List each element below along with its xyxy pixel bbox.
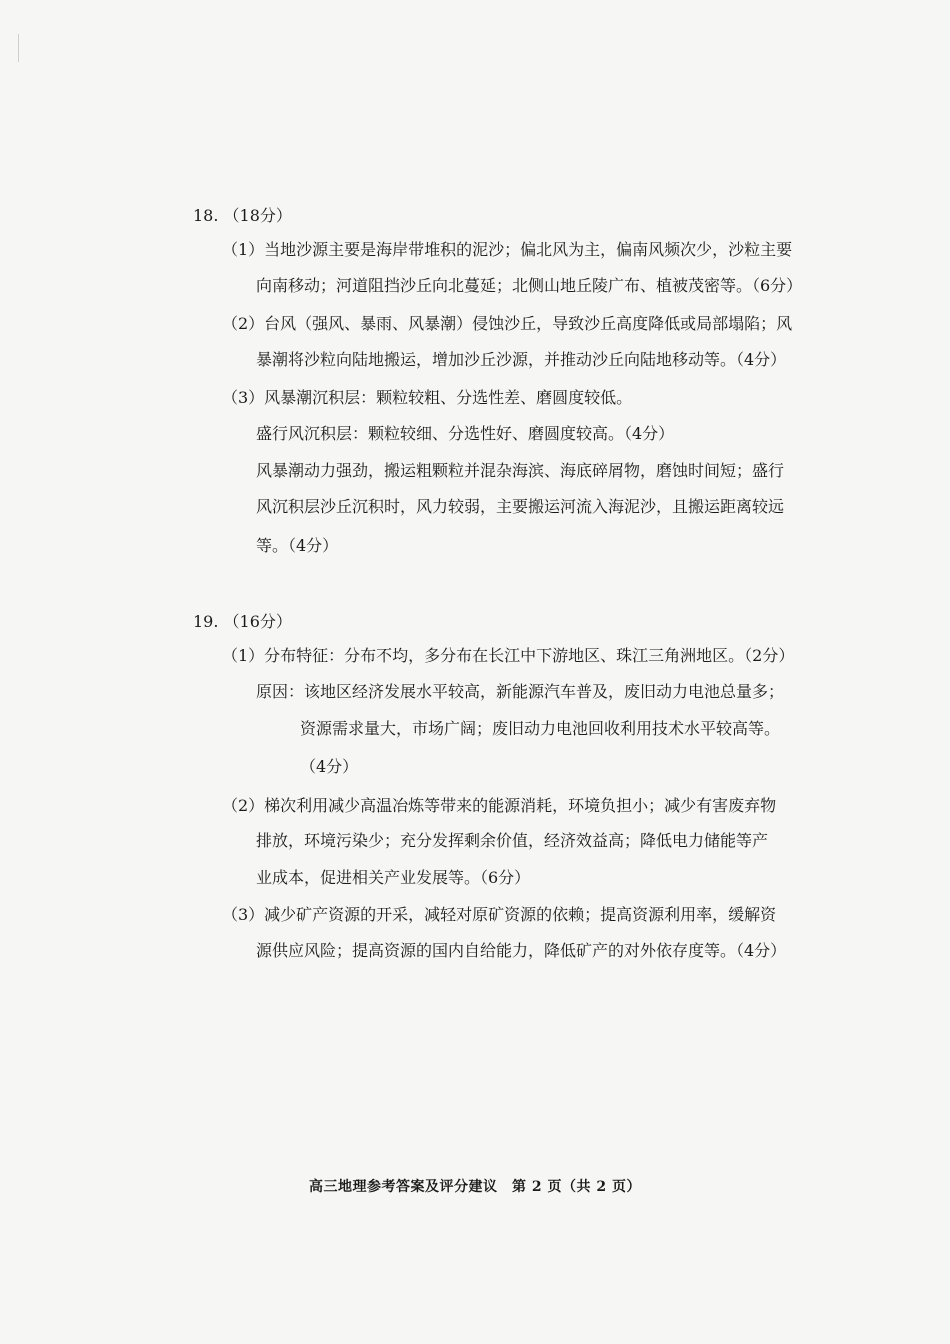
q19-part1-line4: （4分）: [300, 757, 359, 776]
q18-part3-line4: 风沉积层沙丘沉积时，风力较弱，主要搬运河流入海泥沙，且搬运距离较远: [256, 497, 785, 516]
q18-part3-line3: 风暴潮动力强劲，搬运粗颗粒并混杂海滨、海底碎屑物，磨蚀时间短；盛行: [256, 461, 785, 480]
q19-part3-line2: 源供应风险；提高资源的国内自给能力，降低矿产的对外依存度等。（4分）: [256, 941, 787, 960]
q19-part1-line3: 资源需求量大，市场广阔；废旧动力电池回收利用技术水平较高等。: [300, 719, 781, 738]
q19-part2-line2: 排放，环境污染少；充分发挥剩余价值，经济效益高；降低电力储能等产: [256, 831, 769, 850]
q19-part1-line1: （1）分布特征：分布不均，多分布在长江中下游地区、珠江三角洲地区。（2分）: [222, 646, 795, 665]
q18-part3-line2: 盛行风沉积层：颗粒较细、分选性好、磨圆度较高。（4分）: [256, 424, 675, 443]
q19-part2-line3: 业成本，促进相关产业发展等。（6分）: [256, 868, 531, 887]
q18-part1-line1: （1）当地沙源主要是海岸带堆积的泥沙；偏北风为主，偏南风频次少，沙粒主要: [222, 240, 793, 259]
q18-header: 18. （18分）: [193, 206, 292, 225]
q19-part1-line2: 原因：该地区经济发展水平较高，新能源汽车普及，废旧动力电池总量多；: [256, 682, 785, 701]
q18-part1-line2: 向南移动；河道阻挡沙丘向北蔓延；北侧山地丘陵广布、植被茂密等。（6分）: [256, 276, 803, 295]
scan-artifact: [18, 34, 19, 62]
q19-header: 19. （16分）: [193, 612, 292, 631]
page-footer: 高三地理参考答案及评分建议 第 2 页（共 2 页）: [309, 1179, 641, 1195]
q18-part2-line2: 暴潮将沙粒向陆地搬运，增加沙丘沙源，并推动沙丘向陆地移动等。（4分）: [256, 350, 787, 369]
q19-part2-line1: （2）梯次利用减少高温冶炼等带来的能源消耗，环境负担小；减少有害废弃物: [222, 796, 777, 815]
q18-part3-line5: 等。（4分）: [256, 536, 339, 555]
q19-part3-line1: （3）减少矿产资源的开采，减轻对原矿资源的依赖；提高资源利用率，缓解资: [222, 905, 777, 924]
q18-part2-line1: （2）台风（强风、暴雨、风暴潮）侵蚀沙丘，导致沙丘高度降低或局部塌陷；风: [222, 314, 793, 333]
q18-part3-line1: （3）风暴潮沉积层：颗粒较粗、分选性差、磨圆度较低。: [222, 388, 633, 407]
